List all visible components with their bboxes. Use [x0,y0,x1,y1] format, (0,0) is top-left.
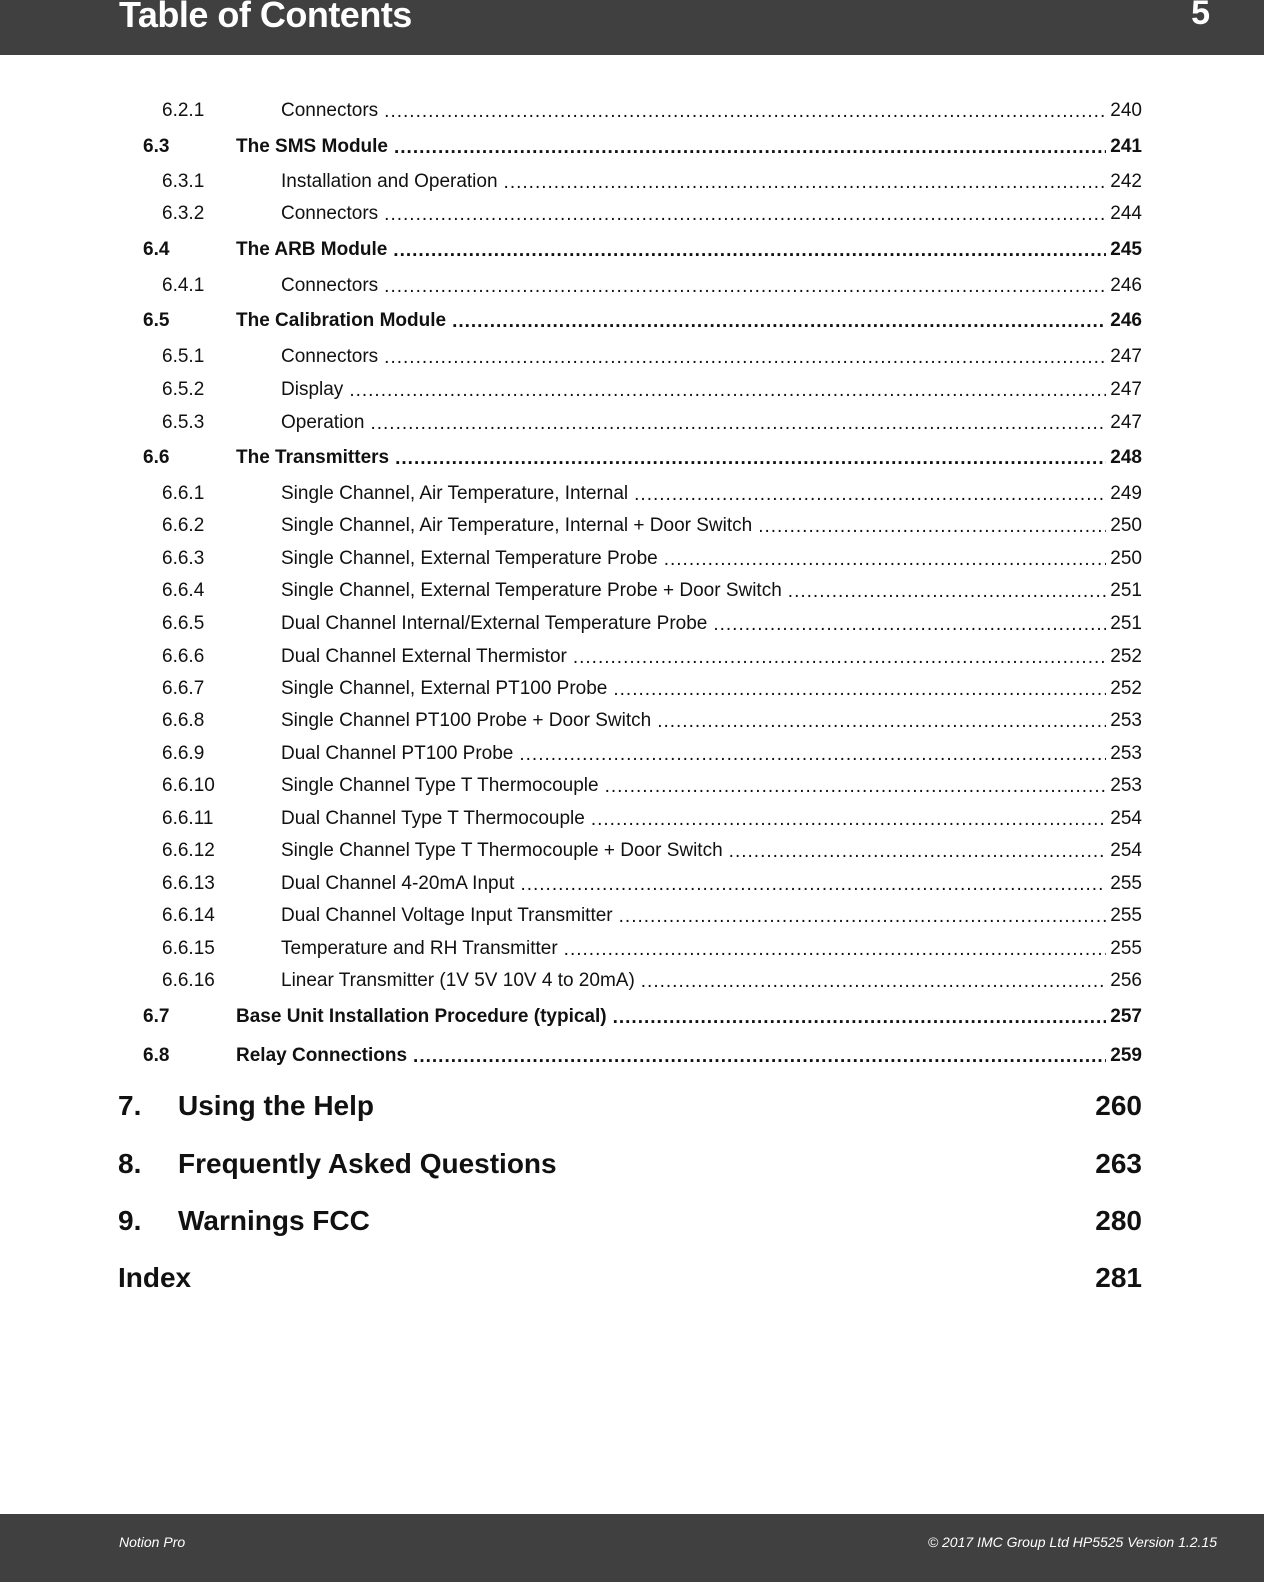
toc-entry-title: Dual Channel PT100 Probe [281,742,514,764]
toc-entry-page: 259 [1110,1044,1142,1066]
toc-entry[interactable] [162,580,1142,603]
toc-entry-page: 247 [1110,378,1142,400]
toc-dot-leader [370,413,1106,436]
toc-entry-title: Single Channel Type T Thermocouple [281,774,599,796]
toc-entry-number: 6.3.2 [162,202,205,224]
toc-entry-number: 6.6.10 [162,774,215,796]
toc-entry-page: 247 [1110,345,1142,367]
toc-entry-title: Single Channel, External PT100 Probe [281,677,608,699]
toc-entry-page: 260 [1095,1090,1142,1122]
toc-entry[interactable] [162,275,1142,298]
toc-entry[interactable] [162,613,1142,636]
toc-entry-page: 257 [1110,1005,1142,1027]
toc-entry[interactable] [162,100,1142,123]
page-footer [0,1514,1264,1582]
toc-entry-number: 6.5.2 [162,378,205,400]
toc-entry[interactable] [162,873,1142,896]
toc-entry-page: 256 [1110,969,1142,991]
toc-entry-page: 281 [1095,1262,1142,1294]
toc-entry-number: 6.3.1 [162,170,205,192]
toc-entry-page: 246 [1110,274,1142,296]
toc-entry-number: 6.6.8 [162,709,205,731]
toc-entry-title: Single Channel, Air Temperature, Internal [281,482,629,504]
toc-entry-number: 6.8 [143,1044,170,1066]
toc-entry[interactable] [162,970,1142,993]
toc-dot-leader [713,614,1106,637]
toc-entry[interactable] [162,346,1142,369]
toc-entry[interactable] [143,1045,1142,1068]
toc-entry-page: 247 [1110,411,1142,433]
toc-entry-number: 6.6.1 [162,482,205,504]
toc-entry-page: 254 [1110,807,1142,829]
toc-entry-number: 6.6.15 [162,937,215,959]
toc-entry-title: Relay Connections [236,1044,408,1066]
toc-entry-title: Using the Help [178,1090,375,1122]
toc-dot-leader [729,841,1107,864]
toc-entry-title: The Transmitters [236,446,390,468]
toc-entry-number: 6.6.3 [162,547,205,569]
toc-entry[interactable] [162,483,1142,506]
toc-entry-page: 251 [1110,579,1142,601]
toc-entry[interactable] [162,646,1142,669]
toc-entry[interactable] [118,1262,1142,1296]
toc-entry-title: The ARB Module [236,238,388,260]
toc-entry-title: Connectors [281,99,379,121]
toc-dot-leader [384,347,1106,370]
toc-entry-number: 6.7 [143,1005,170,1027]
toc-dot-leader [758,516,1106,539]
toc-entry-title: Dual Channel 4-20mA Input [281,872,515,894]
toc-entry-number: 6.6.13 [162,872,215,894]
toc-dot-leader [452,311,1106,334]
toc-entry-title: Single Channel, External Temperature Probe + Door Switch [281,579,782,601]
toc-dot-leader [613,679,1106,702]
toc-entry-page: 250 [1110,547,1142,569]
toc-entry[interactable] [162,808,1142,831]
toc-entry[interactable] [162,171,1142,194]
toc-entry-number: 8. [118,1148,142,1180]
toc-entry[interactable] [162,412,1142,435]
toc-entry-page: 253 [1110,742,1142,764]
toc-entry-page: 250 [1110,514,1142,536]
toc-entry-title: Dual Channel Internal/External Temperature Probe [281,612,708,634]
toc-entry-page: 249 [1110,482,1142,504]
toc-entry-page: 244 [1110,202,1142,224]
footer-product: Notion Pro [119,1534,186,1550]
toc-entry[interactable] [162,678,1142,701]
toc-entry-title: Warnings FCC [178,1205,370,1237]
toc-entry[interactable] [143,239,1142,262]
toc-entry-title: Single Channel PT100 Probe + Door Switch [281,709,652,731]
toc-dot-leader [605,776,1107,799]
toc-entry-page: 255 [1110,904,1142,926]
toc-entry-title: Connectors [281,202,379,224]
toc-entry-title: The Calibration Module [236,309,447,331]
toc-dot-leader [664,549,1107,572]
toc-dot-leader [384,276,1106,299]
toc-entry-number: 6.6.6 [162,645,205,667]
toc-entry[interactable] [162,905,1142,928]
toc-entry-number: 6.6.11 [162,807,214,829]
toc-dot-leader [520,874,1106,897]
toc-entry[interactable] [162,840,1142,863]
toc-entry-number: 6.6.7 [162,677,205,699]
toc-entry[interactable] [162,710,1142,733]
toc-entry-number: 6.6 [143,446,170,468]
toc-entry-number: 6.6.16 [162,969,215,991]
toc-entry-title: Display [281,378,344,400]
toc-dot-leader [393,240,1106,263]
toc-entry-title: The SMS Module [236,135,388,157]
toc-entry[interactable] [162,775,1142,798]
toc-dot-leader [384,204,1106,227]
toc-entry-number: 6.6.9 [162,742,205,764]
toc-entry-page: 254 [1110,839,1142,861]
toc-entry[interactable] [118,1205,1142,1239]
toc-entry-page: 252 [1110,645,1142,667]
toc-entry[interactable] [162,938,1142,961]
toc-dot-leader [641,971,1107,994]
toc-entry[interactable] [162,203,1142,226]
toc-dot-leader [564,939,1107,962]
toc-entry-title: Base Unit Installation Procedure (typical) [236,1005,607,1027]
toc-entry-number: 6.5.1 [162,345,205,367]
toc-entry-title: Linear Transmitter (1V 5V 10V 4 to 20mA) [281,969,635,991]
toc-entry-title: Operation [281,411,365,433]
toc-entry-title: Frequently Asked Questions [178,1148,557,1180]
page-header [0,0,1264,55]
toc-entry[interactable] [143,310,1142,333]
toc-entry-title: Installation and Operation [281,170,498,192]
toc-entry-page: 253 [1110,774,1142,796]
toc-entry-number: 6.6.14 [162,904,215,926]
toc-entry-title: Single Channel, Air Temperature, Internal + Door Switch [281,514,753,536]
toc-entry-page: 241 [1110,135,1142,157]
footer-copyright: © 2017 IMC Group Ltd HP5525 Version 1.2.15 [927,1534,1217,1550]
toc-entry-page: 251 [1110,612,1142,634]
toc-dot-leader [591,809,1106,832]
toc-dot-leader [413,1046,1106,1069]
toc-entry-number: 6.4.1 [162,274,205,296]
toc-entry-number: 6.4 [143,238,170,260]
toc-entry[interactable] [162,515,1142,538]
toc-entry-title: Dual Channel Type T Thermocouple [281,807,585,829]
toc-dot-leader [619,906,1107,929]
toc-entry-title: Dual Channel Voltage Input Transmitter [281,904,613,926]
toc-entry-number: 7. [118,1090,142,1122]
toc-entry[interactable] [143,1006,1142,1029]
toc-dot-leader [384,101,1106,124]
toc-entry-title: Connectors [281,345,379,367]
toc-entry-title: Temperature and RH Transmitter [281,937,558,959]
toc-dot-leader [613,1007,1107,1030]
page-number: 5 [1191,0,1210,32]
toc-dot-leader [395,448,1106,471]
toc-entry-title: Dual Channel External Thermistor [281,645,567,667]
toc-entry-number: 6.6.12 [162,839,215,861]
toc-entry[interactable] [162,548,1142,571]
toc-dot-leader [519,744,1106,767]
toc-entry-page: 248 [1110,446,1142,468]
toc-entry-number: 6.3 [143,135,170,157]
toc-entry-page: 263 [1095,1148,1142,1180]
toc-entry[interactable] [143,447,1142,470]
toc-entry-number: 6.6.2 [162,514,205,536]
toc-entry-page: 280 [1095,1205,1142,1237]
toc-dot-leader [394,137,1106,160]
toc-dot-leader [788,581,1107,604]
toc-dot-leader [657,711,1106,734]
toc-entry-number: 9. [118,1205,142,1237]
toc-entry-page: 246 [1110,309,1142,331]
toc-dot-leader [504,172,1107,195]
toc-dot-leader [573,647,1106,670]
toc-entry-number: 6.6.4 [162,579,205,601]
toc-entry[interactable] [118,1090,1142,1124]
toc-entry-page: 252 [1110,677,1142,699]
toc-entry[interactable] [143,136,1142,159]
toc-entry-title: Connectors [281,274,379,296]
toc-entry-title: Single Channel Type T Thermocouple + Door Switch [281,839,723,861]
toc-entry[interactable] [162,743,1142,766]
toc-entry-page: 253 [1110,709,1142,731]
toc-entry-page: 245 [1110,238,1142,260]
page-title: Table of Contents [119,0,412,35]
toc-dot-leader [634,484,1106,507]
toc-entry-number: 6.6.5 [162,612,205,634]
toc-entry-title: Single Channel, External Temperature Probe [281,547,658,569]
toc-entry-number: 6.2.1 [162,99,205,121]
toc-entry-number: 6.5 [143,309,170,331]
toc-dot-leader [349,380,1106,403]
toc-entry-page: 242 [1110,170,1142,192]
toc-entry[interactable] [118,1148,1142,1182]
toc-entry-title: Index [118,1262,192,1294]
toc-entry-page: 255 [1110,937,1142,959]
toc-entry[interactable] [162,379,1142,402]
toc-entry-number: 6.5.3 [162,411,205,433]
toc-entry-page: 240 [1110,99,1142,121]
toc-entry-page: 255 [1110,872,1142,894]
